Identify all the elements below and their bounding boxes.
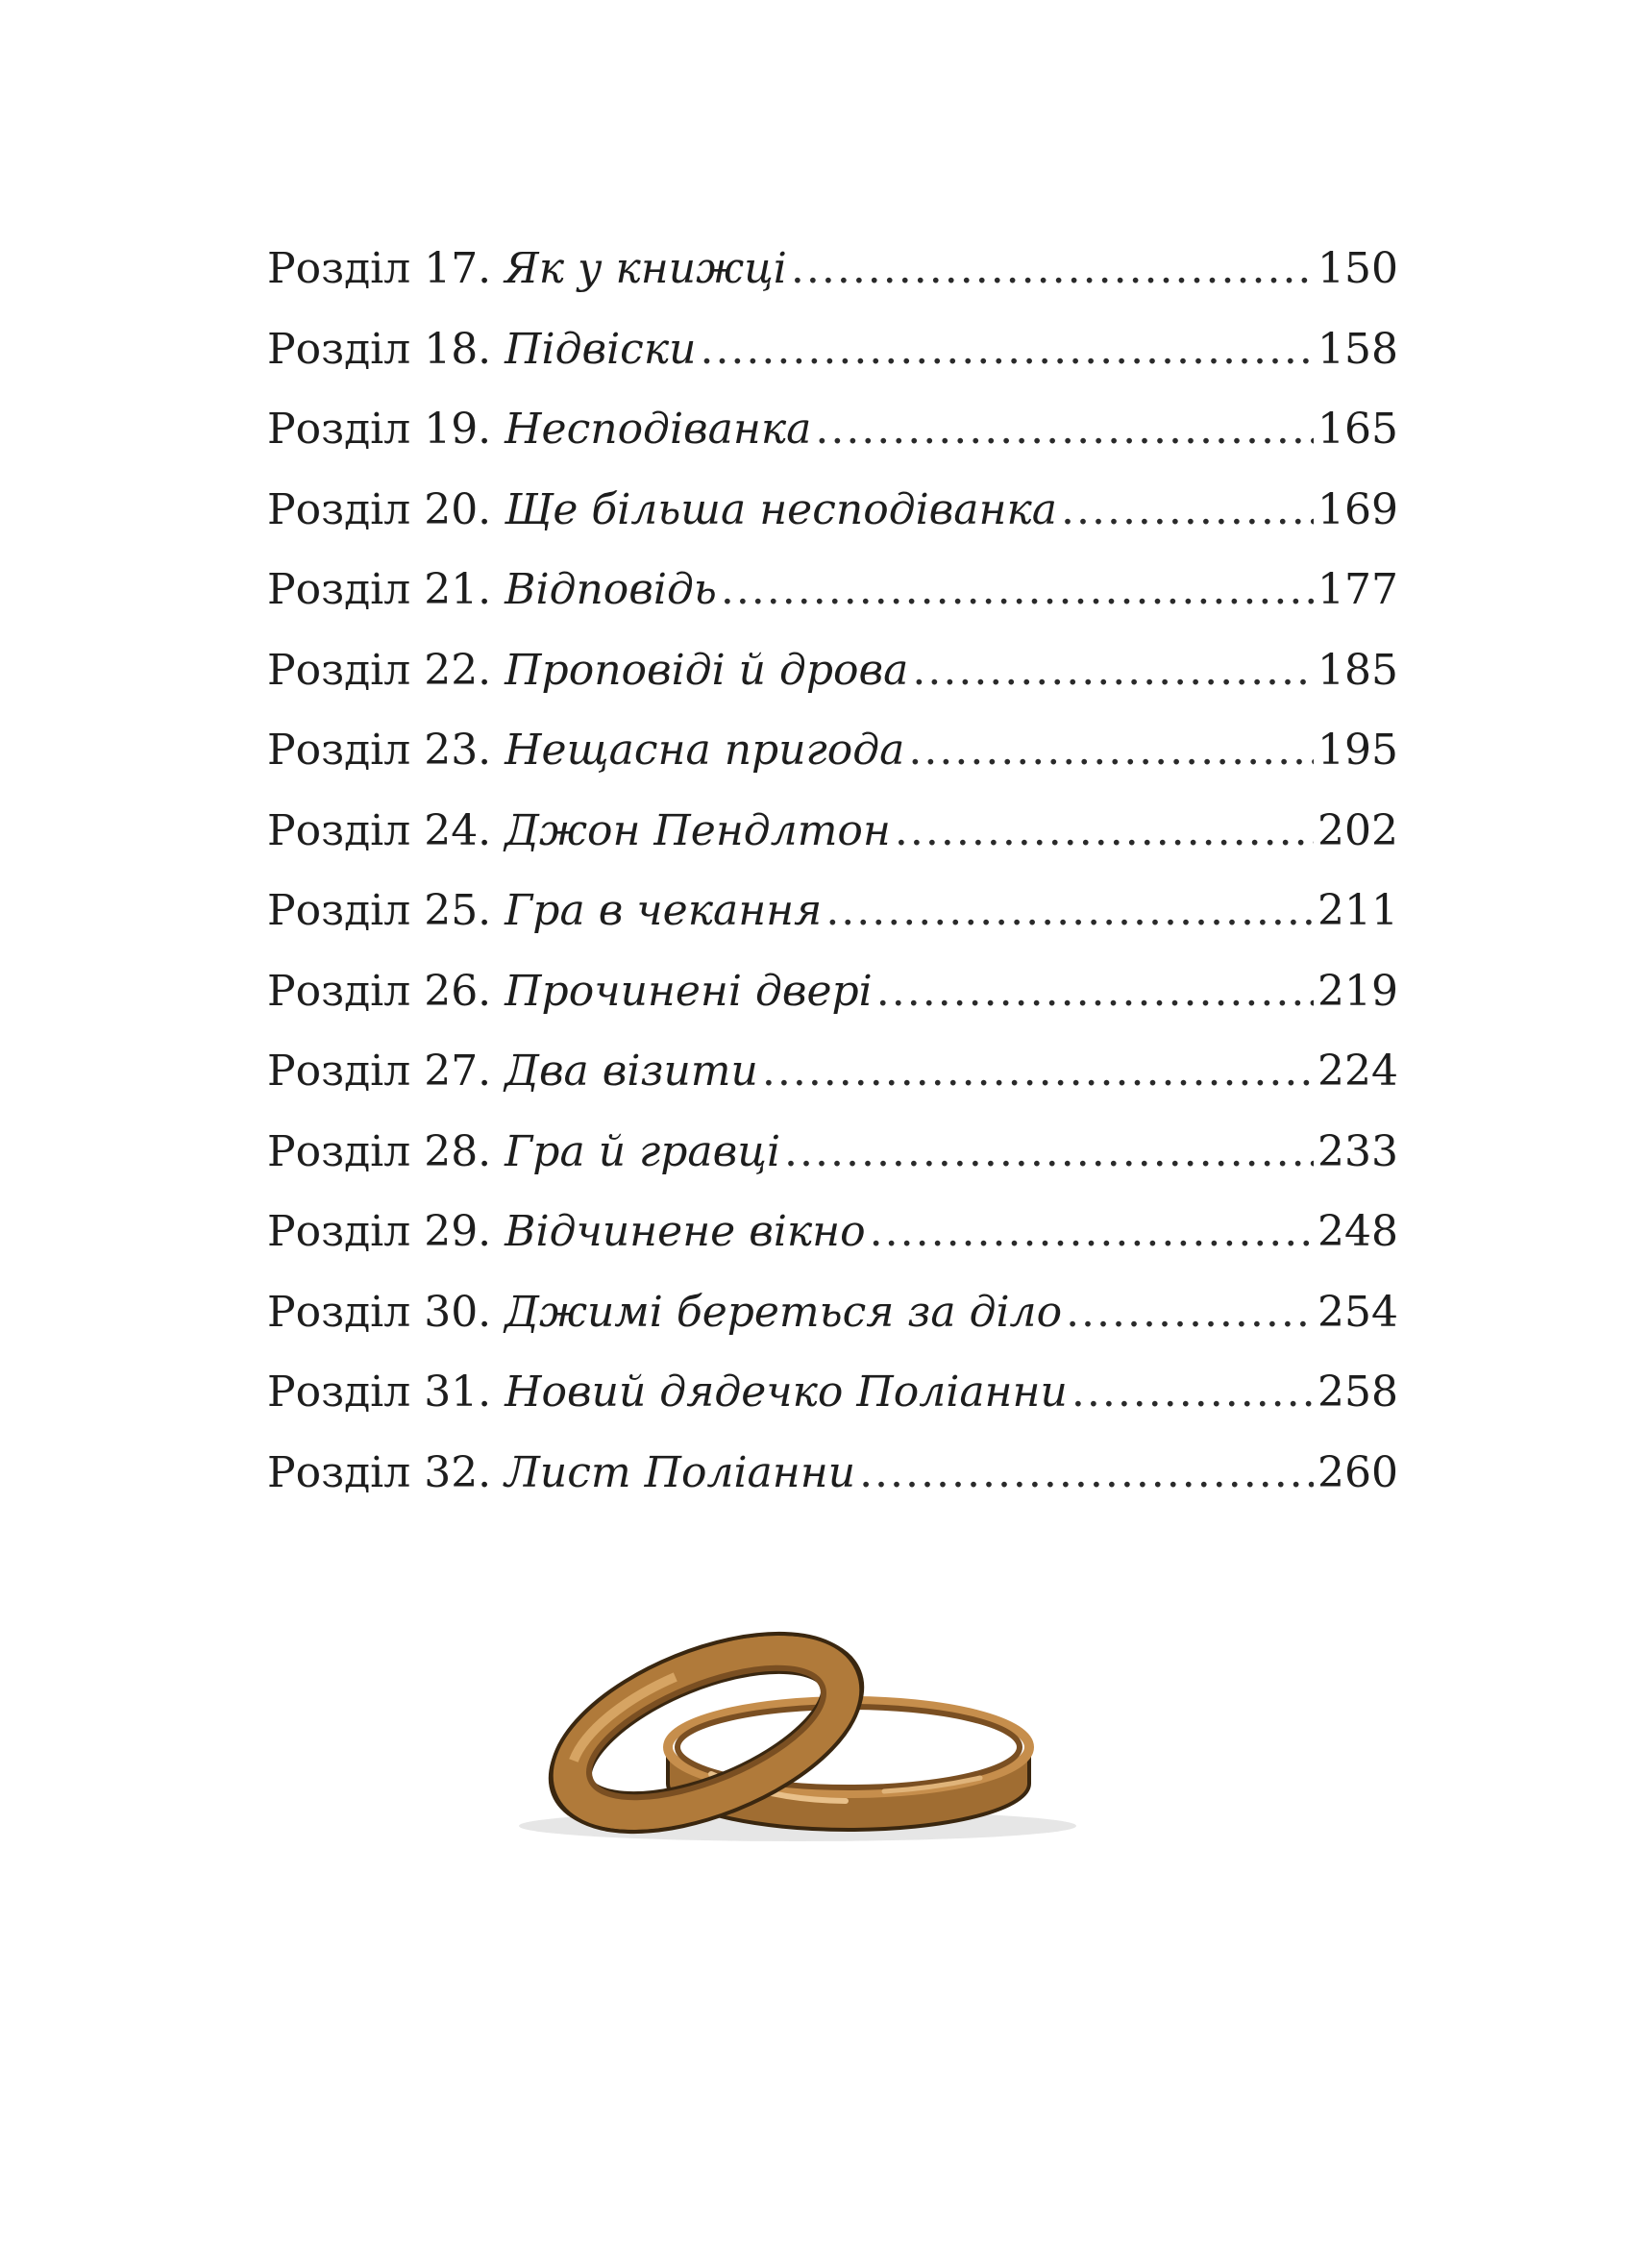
page-number: 202 [1318, 805, 1398, 855]
wedding-rings-illustration [480, 1603, 1172, 1891]
chapter-title: Як у книжці [505, 244, 787, 293]
chapter-title: Гра в чекання [505, 886, 823, 935]
dot-leader [784, 1112, 1314, 1193]
toc-entry-18[interactable] [267, 309, 1398, 390]
dot-leader [825, 871, 1314, 951]
dot-leader [859, 1433, 1314, 1514]
chapter-title: Два візити [505, 1047, 758, 1096]
chapter-title: Відповідь [505, 565, 717, 614]
chapter-title: Проповіді й дрова [505, 645, 909, 695]
page-number: 169 [1318, 484, 1398, 534]
chapter-label: Розділ 32. [267, 1447, 492, 1497]
toc-entry-30[interactable] [267, 1272, 1398, 1353]
dot-leader [1061, 470, 1314, 551]
chapter-label: Розділ 18. [267, 324, 492, 374]
dot-leader [721, 550, 1314, 630]
chapter-title: Несподіванка [505, 405, 812, 454]
page-number: 248 [1318, 1207, 1398, 1256]
chapter-label: Розділ 29. [267, 1207, 492, 1256]
chapter-label: Розділ 22. [267, 645, 492, 695]
toc-entry-31[interactable] [267, 1352, 1398, 1433]
toc-entry-17[interactable] [267, 229, 1398, 309]
page-number: 177 [1318, 565, 1398, 614]
chapter-label: Розділ 23. [267, 726, 492, 775]
chapter-label: Розділ 28. [267, 1126, 492, 1176]
page-number: 219 [1318, 966, 1398, 1016]
page-number: 150 [1318, 244, 1398, 293]
chapter-label: Розділ 24. [267, 805, 492, 855]
chapter-label: Розділ 17. [267, 244, 492, 293]
toc-entry-24[interactable] [267, 791, 1398, 872]
page-number: 224 [1318, 1047, 1398, 1096]
table-of-contents [267, 229, 1398, 1513]
page-number: 260 [1318, 1447, 1398, 1497]
toc-entry-27[interactable] [267, 1031, 1398, 1112]
chapter-title: Лист Поліанни [505, 1447, 856, 1497]
dot-leader [870, 1192, 1314, 1272]
chapter-label: Розділ 21. [267, 565, 492, 614]
dot-leader [912, 630, 1314, 711]
chapter-title: Новий дядечко Поліанни [505, 1368, 1068, 1417]
dot-leader [1071, 1352, 1314, 1433]
page-number: 165 [1318, 405, 1398, 454]
chapter-title: Джимі береться за діло [505, 1287, 1063, 1337]
dot-leader [700, 309, 1314, 390]
toc-entry-21[interactable] [267, 550, 1398, 630]
chapter-title: Підвіски [505, 324, 697, 374]
dot-leader [908, 710, 1314, 791]
chapter-label: Розділ 20. [267, 484, 492, 534]
toc-entry-23[interactable] [267, 710, 1398, 791]
chapter-title: Гра й гравці [505, 1126, 781, 1176]
chapter-label: Розділ 26. [267, 966, 492, 1016]
chapter-title: Нещасна пригода [505, 726, 905, 775]
page-number: 233 [1318, 1126, 1398, 1176]
wedding-rings-icon [480, 1603, 1172, 1891]
dot-leader [762, 1031, 1314, 1112]
toc-entry-25[interactable] [267, 871, 1398, 951]
chapter-title: Джон Пендлтон [505, 805, 891, 855]
dot-leader [791, 229, 1314, 309]
dot-leader [1066, 1272, 1314, 1353]
dot-leader [876, 951, 1314, 1032]
chapter-title: Ще більша несподіванка [505, 484, 1057, 534]
page-number: 185 [1318, 645, 1398, 695]
chapter-label: Розділ 25. [267, 886, 492, 935]
page-number: 158 [1318, 324, 1398, 374]
chapter-label: Розділ 19. [267, 405, 492, 454]
page-number: 211 [1318, 886, 1398, 935]
toc-entry-22[interactable] [267, 630, 1398, 711]
dot-leader [895, 791, 1314, 872]
chapter-label: Розділ 30. [267, 1287, 492, 1337]
toc-entry-26[interactable] [267, 951, 1398, 1032]
toc-entry-32[interactable] [267, 1433, 1398, 1514]
chapter-label: Розділ 31. [267, 1368, 492, 1417]
dot-leader [815, 389, 1314, 470]
toc-entry-28[interactable] [267, 1112, 1398, 1193]
chapter-title: Відчинене вікно [505, 1207, 866, 1256]
chapter-title: Прочинені двері [505, 966, 873, 1016]
toc-entry-19[interactable] [267, 389, 1398, 470]
page-number: 258 [1318, 1368, 1398, 1417]
page-number: 195 [1318, 726, 1398, 775]
chapter-label: Розділ 27. [267, 1047, 492, 1096]
toc-entry-20[interactable] [267, 470, 1398, 551]
page-number: 254 [1318, 1287, 1398, 1337]
toc-entry-29[interactable] [267, 1192, 1398, 1272]
